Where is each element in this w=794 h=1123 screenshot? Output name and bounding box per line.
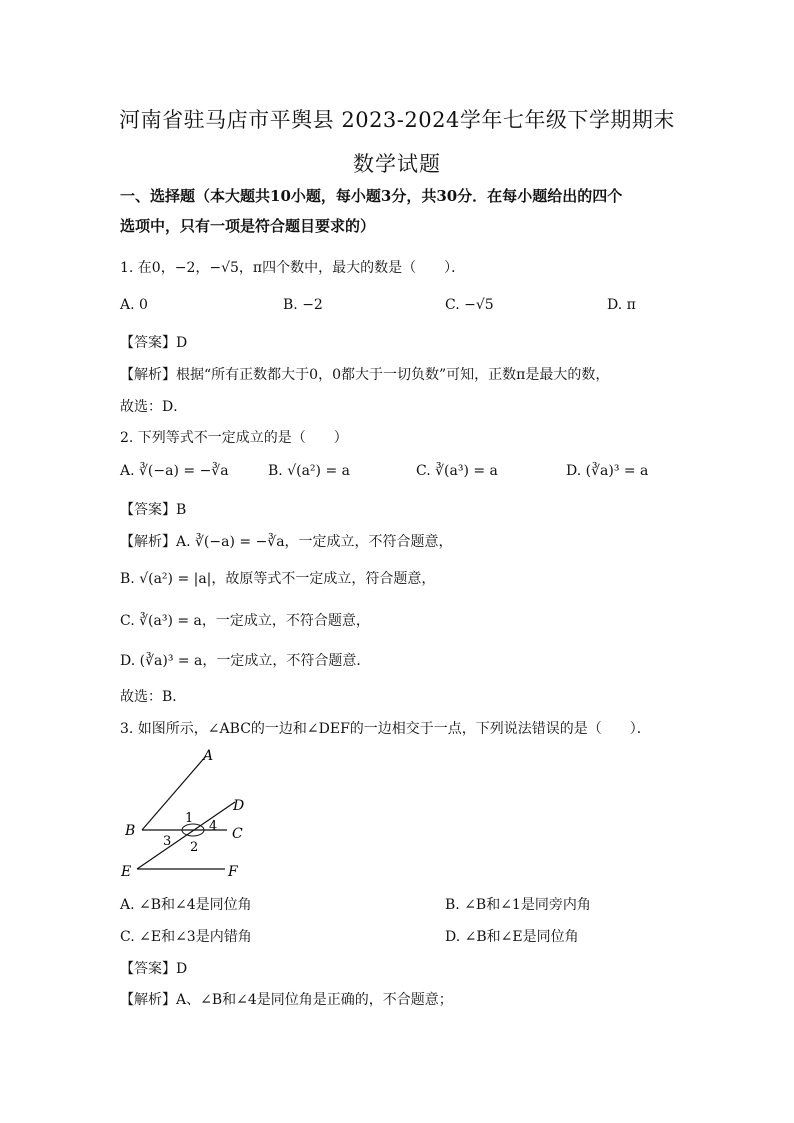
q2-option-c: C. ∛(a³) = a (416, 463, 498, 479)
label-angle-1: 1 (185, 811, 194, 826)
q3-stem: 3. 如图所示，∠ABC的一边和∠DEF的一边相交于一点，下列说法错误的是（ ）． (120, 721, 651, 737)
q3-option-b: B. ∠B和∠1是同旁内角 (445, 897, 591, 913)
q2-option-b: B. √(a²) = a (268, 463, 350, 479)
q1-answer: 【答案】D (120, 335, 188, 351)
label-angle-3: 3 (163, 834, 172, 849)
q1-analysis: 【解析】根据“所有正数都大于0，0都大于一切负数”可知，正数π是最大的数， (120, 367, 610, 383)
label-d: D (233, 798, 245, 814)
q1-stem: 1. 在0，−2，−√5，π四个数中，最大的数是（ ）． (120, 260, 466, 276)
q1-option-a: A. 0 (120, 297, 148, 313)
q1-conclusion: 故选：D． (120, 399, 188, 415)
q1-option-d: D. π (607, 297, 636, 313)
label-a: A (203, 748, 214, 764)
section-heading-line1: 一、选择题（本大题共10小题，每小题3分，共30分．在每小题给出的四个 (120, 187, 623, 205)
q2-option-a: A. ∛(−a) = −∛a (120, 463, 229, 479)
line-ba (142, 756, 206, 830)
label-e: E (121, 864, 132, 880)
q2-conclusion: 故选：B． (120, 689, 187, 705)
q3-option-a: A. ∠B和∠4是同位角 (120, 897, 252, 913)
label-angle-2: 2 (190, 840, 199, 855)
document-subtitle: 数学试题 (353, 152, 441, 176)
q3-option-d: D. ∠B和∠E是同位角 (445, 929, 579, 945)
label-angle-4: 4 (209, 819, 218, 834)
q3-option-c: C. ∠E和∠3是内错角 (120, 929, 252, 945)
q2-analysis-b: B. √(a²) = |a|，故原等式不一定成立，符合题意， (120, 571, 436, 587)
section-heading-line2: 选项中，只有一项是符合题目要求的） (120, 217, 376, 235)
q2-analysis-c: C. ∛(a³) = a，一定成立，不符合题意， (120, 613, 370, 629)
q2-option-d: D. (∛a)³ = a (566, 463, 649, 479)
q3-geometry-figure (115, 742, 275, 882)
q2-stem: 2. 下列等式不一定成立的是（ ） (120, 430, 348, 446)
label-c: C (232, 826, 243, 842)
q1-option-c: C. −√5 (445, 297, 494, 313)
q1-option-b: B. −2 (283, 297, 323, 313)
q3-analysis: 【解析】A、∠B和∠4是同位角是正确的，不合题意； (120, 992, 453, 1008)
label-b: B (125, 823, 136, 839)
label-f: F (228, 864, 238, 880)
document-title: 河南省驻马店市平舆县 2023-2024学年七年级下学期期末 (119, 108, 675, 132)
q3-answer: 【答案】D (120, 961, 188, 977)
q2-analysis-d: D. (∛a)³ = a，一定成立，不符合题意． (120, 653, 371, 669)
q2-answer: 【答案】B (120, 502, 187, 518)
q2-analysis-a: 【解析】A. ∛(−a) = −∛a，一定成立，不符合题意， (120, 534, 453, 550)
